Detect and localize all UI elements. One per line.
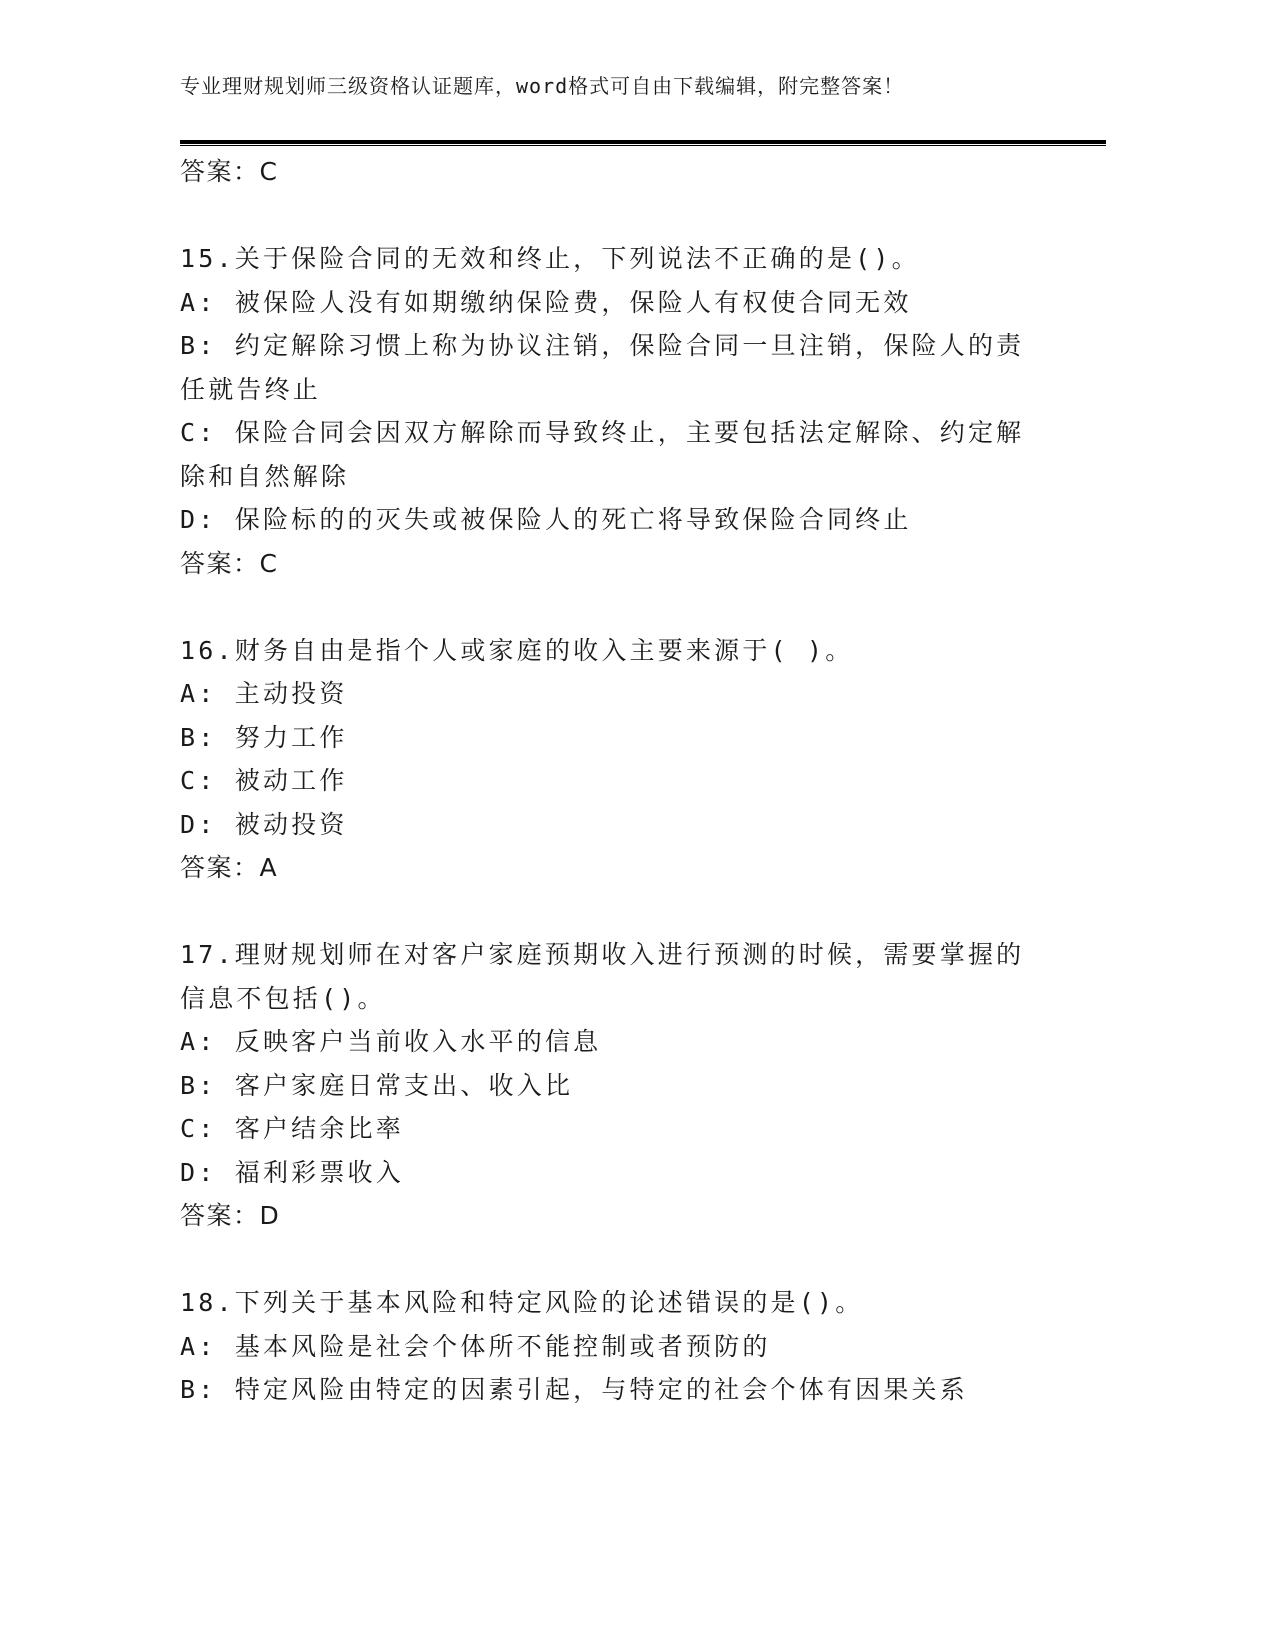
question-stem: 16.财务自由是指个人或家庭的收入主要来源于( )。: [180, 635, 854, 665]
option-b: B: 客户家庭日常支出、收入比: [180, 1070, 574, 1100]
header-rule-thin: [180, 145, 1106, 146]
answer-line: 答案：D: [180, 1201, 281, 1230]
question-stem: 18.下列关于基本风险和特定风险的论述错误的是()。: [180, 1288, 864, 1317]
option-c: C: 客户结余比率: [180, 1114, 404, 1143]
option-b: B: 约定解除习惯上称为协议注销，保险合同一旦注销，保险人的责任就告终止: [180, 331, 1025, 404]
answer-line: 答案：C: [180, 157, 279, 186]
option-d: D: 被动投资: [180, 809, 348, 839]
option-a: A: 主动投资: [180, 679, 348, 708]
option-c: C: 保险合同会因双方解除而导致终止，主要包括法定解除、约定解除和自然解除: [180, 418, 1025, 491]
option-b: B: 特定风险由特定的因素引起，与特定的社会个体有因果关系: [180, 1375, 968, 1404]
option-a: A: 反映客户当前收入水平的信息: [180, 1027, 602, 1056]
answer-line: 答案：C: [180, 548, 279, 578]
question-stem: 15.关于保险合同的无效和终止，下列说法不正确的是()。: [180, 244, 920, 273]
page-header: 专业理财规划师三级资格认证题库，word格式可自由下载编辑，附完整答案！: [180, 74, 905, 98]
option-a: A: 基本风险是社会个体所不能控制或者预防的: [180, 1331, 771, 1361]
question-stem: 17.理财规划师在对客户家庭预期收入进行预测的时候，需要掌握的信息不包括()。: [180, 940, 1025, 1013]
question-list: [180, 150, 1040, 1412]
option-c: C: 被动工作: [180, 766, 348, 795]
option-a: A: 被保险人没有如期缴纳保险费，保险人有权使合同无效: [180, 287, 912, 317]
option-b: B: 努力工作: [180, 722, 348, 752]
option-d: D: 保险标的的灭失或被保险人的死亡将导致保险合同终止: [180, 505, 912, 534]
answer-line: 答案：A: [180, 853, 279, 882]
header-rule-thick: [180, 140, 1106, 144]
option-d: D: 福利彩票收入: [180, 1157, 404, 1187]
